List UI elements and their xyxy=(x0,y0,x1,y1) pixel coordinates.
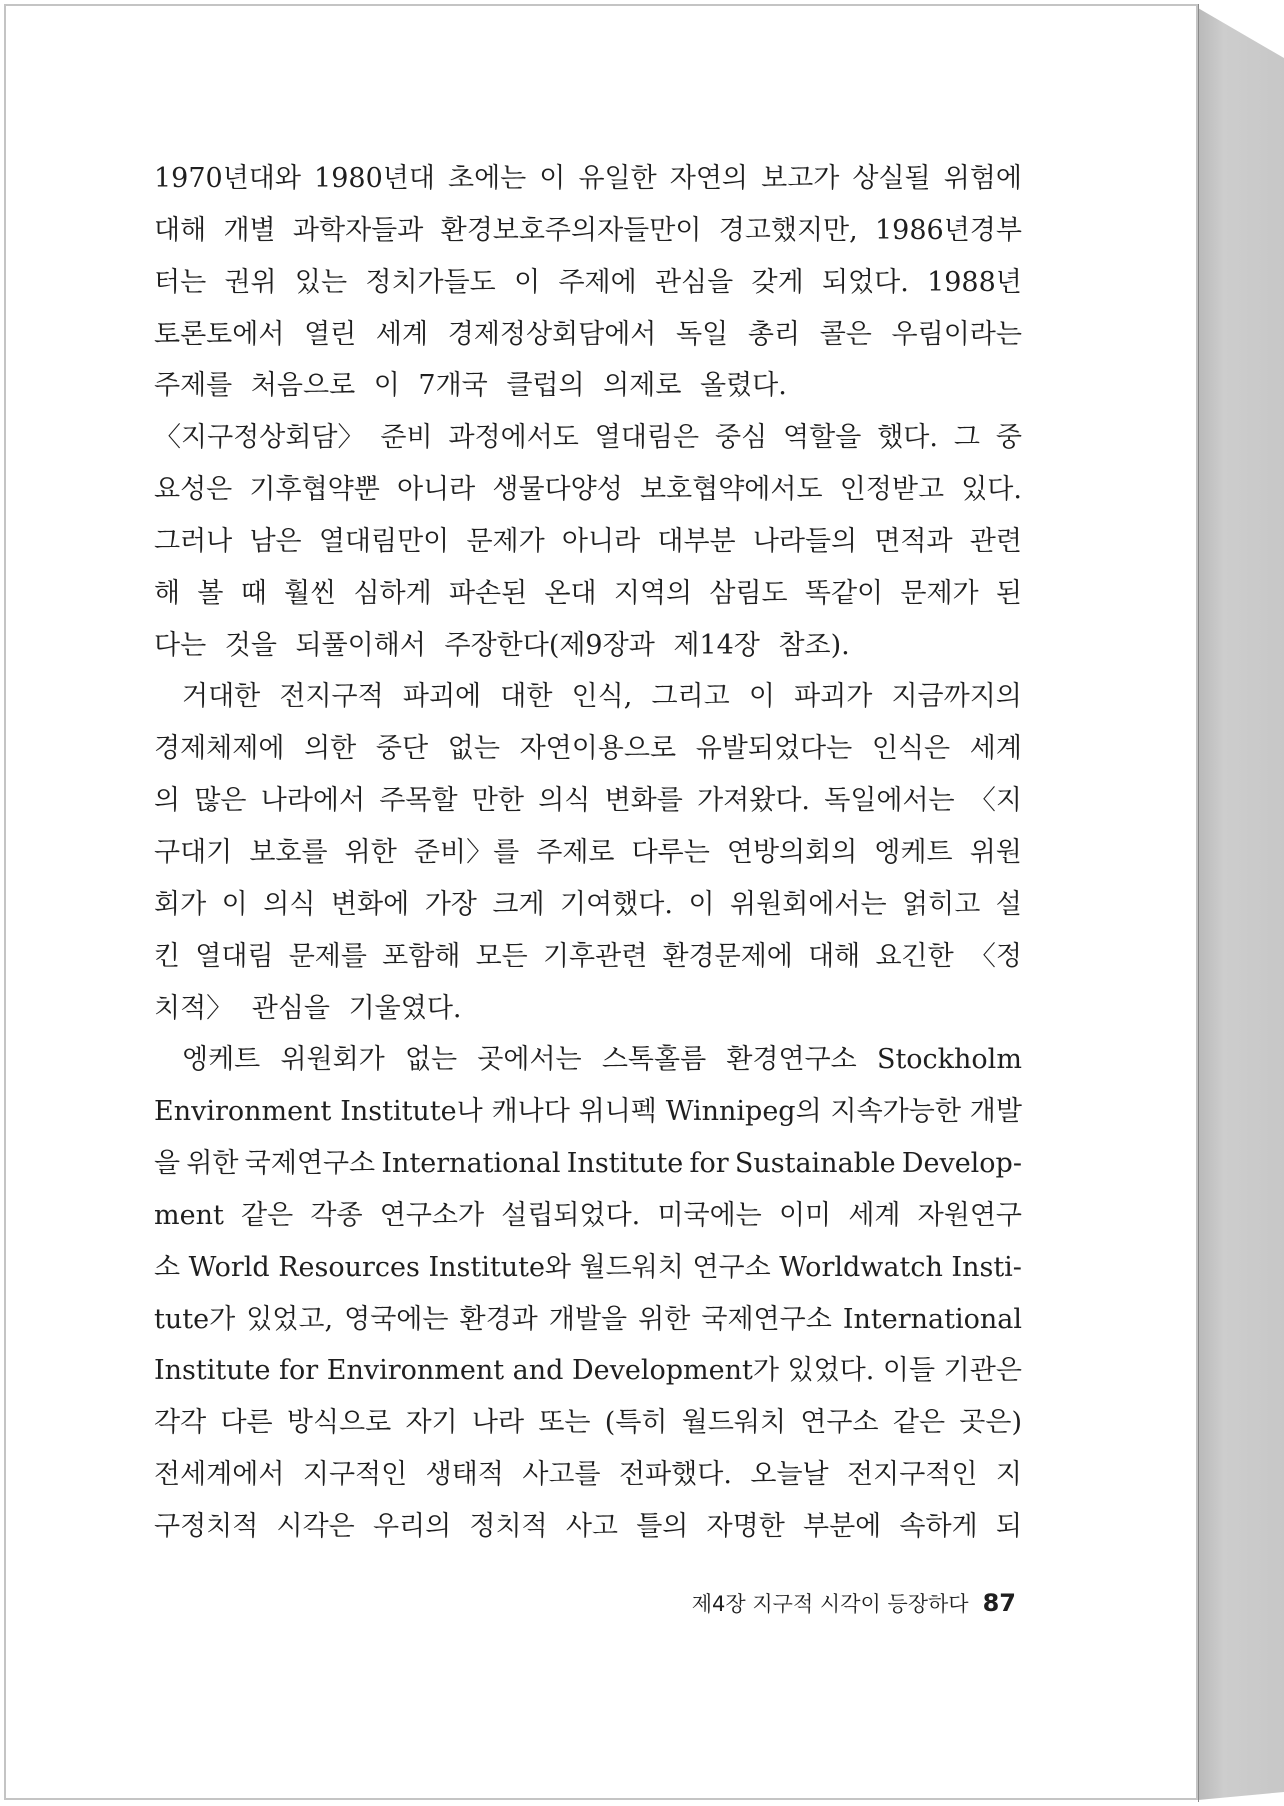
text-line xyxy=(154,671,1022,723)
word: Winnipeg의 xyxy=(665,1096,822,1128)
text-line xyxy=(154,412,1022,464)
text-line xyxy=(154,1138,1022,1190)
word: 보호를 xyxy=(249,836,328,868)
word: 된 xyxy=(995,577,1022,609)
word: 중단 xyxy=(375,733,429,765)
text-line xyxy=(154,205,1022,257)
word: 남은 xyxy=(249,525,302,557)
word: 세계 xyxy=(969,733,1022,765)
word: 유발되었다는 xyxy=(695,733,853,765)
word: 총리 xyxy=(747,318,801,350)
word: 했다. xyxy=(877,422,938,454)
word: 없는 xyxy=(404,1044,458,1076)
word: 오늘날 xyxy=(750,1459,829,1491)
paragraph-3 xyxy=(154,671,1022,1034)
text-line xyxy=(154,1397,1022,1449)
text-line xyxy=(154,1034,1022,1086)
word: 〈정 xyxy=(968,940,1022,972)
word: 엥케트 xyxy=(182,1044,261,1076)
text-line xyxy=(154,1449,1022,1501)
word: 요긴한 xyxy=(875,940,954,972)
word: 같은 xyxy=(241,1199,294,1231)
word: 위니펙 xyxy=(578,1096,657,1128)
word: 다루는 xyxy=(631,836,710,868)
word: 지금까지의 xyxy=(891,681,1022,713)
page-edge-divider xyxy=(1198,4,1199,1802)
word: 그러나 xyxy=(154,525,233,557)
page-number: 87 xyxy=(982,1589,1016,1617)
word: 생태적 xyxy=(425,1459,504,1491)
body-text xyxy=(154,153,1022,1553)
word: 전지구적 xyxy=(279,681,384,713)
word: 없는 xyxy=(447,733,500,765)
word: 볼 xyxy=(197,577,224,609)
text-line: 주제를 처음으로 이 7개국 클럽의 의제로 올렸다. xyxy=(154,370,787,402)
text-line xyxy=(154,723,1022,775)
word: 이 xyxy=(221,888,248,920)
word: 월드워치 xyxy=(681,1407,787,1439)
word: Institute와 xyxy=(428,1251,571,1283)
paragraph-1 xyxy=(154,153,1022,412)
word: 갖게 xyxy=(751,266,804,298)
word: 관련 xyxy=(969,525,1022,557)
word: 그리고 xyxy=(651,681,730,713)
word: 기후협약뿐 xyxy=(249,474,380,506)
word: 국제연구소 xyxy=(701,1303,832,1335)
word: 1988년 xyxy=(927,266,1022,298)
word: 개발을 xyxy=(548,1303,628,1335)
word: 위한 xyxy=(186,1148,239,1180)
word: 열대림만이 xyxy=(318,525,450,557)
word: 아니라 xyxy=(396,474,476,506)
word: 각종 xyxy=(310,1199,363,1231)
word: 되 xyxy=(995,1510,1022,1542)
word: 상실될 xyxy=(852,163,931,194)
word: 사고 xyxy=(565,1510,618,1542)
word: 생물다양성 xyxy=(492,474,623,506)
word: 경제체제에 xyxy=(154,733,285,765)
word: 틀의 xyxy=(636,1510,689,1542)
word: 온대 xyxy=(544,577,597,609)
word: 환경문제에 xyxy=(662,940,793,972)
word: 1980년대 xyxy=(314,163,435,194)
word: 나라 xyxy=(471,1407,525,1439)
word: 의식 xyxy=(538,785,591,817)
word: 면적과 xyxy=(874,525,953,557)
word: 자연이용으로 xyxy=(519,733,677,765)
word: Worldwatch xyxy=(779,1251,943,1283)
word: 역할을 xyxy=(783,422,862,454)
word: 열대림은 xyxy=(594,422,700,454)
text-line: 치적〉 관심을 기울였다. xyxy=(154,992,462,1024)
word: 인식은 xyxy=(871,733,951,765)
word: 곳은) xyxy=(959,1407,1022,1439)
word: 문제가 xyxy=(900,577,979,609)
word: 포함해 xyxy=(382,940,461,972)
word: 연구소 xyxy=(692,1251,771,1283)
word: Institute나 xyxy=(340,1096,483,1128)
text-line xyxy=(154,879,1022,931)
word: 파손된 xyxy=(448,577,528,609)
word: 대부분 xyxy=(657,525,736,557)
word: 위험에 xyxy=(943,163,1022,194)
word: 위원회에서는 xyxy=(730,888,887,920)
text-line xyxy=(154,257,1022,309)
word: 문제가 xyxy=(466,525,545,557)
word: Environment xyxy=(154,1096,332,1128)
word: 〈지구정상회담〉 xyxy=(154,422,365,454)
word: 되었다. xyxy=(821,266,909,298)
word: 가장 xyxy=(424,888,477,920)
word: 엥케트 xyxy=(874,836,953,868)
text-line xyxy=(154,1190,1022,1242)
word: 개별 xyxy=(223,214,276,246)
word: 변화에 xyxy=(330,888,410,920)
word: 많은 xyxy=(194,785,247,817)
word: 준비 xyxy=(380,422,433,454)
word: Insti- xyxy=(951,1251,1022,1283)
word: 삼림도 xyxy=(709,577,788,609)
word: 있다. xyxy=(961,474,1022,506)
word: Develop- xyxy=(901,1148,1022,1180)
word: 주제에 xyxy=(558,266,637,298)
word: 나라에서 xyxy=(260,785,366,817)
word: 자원연구 xyxy=(917,1199,1022,1231)
word: 전세계에서 xyxy=(154,1459,285,1491)
word: 1970년대와 xyxy=(154,163,301,194)
word: 설 xyxy=(995,888,1022,920)
word: 연구소 xyxy=(800,1407,879,1439)
word: 훨씬 xyxy=(284,577,337,609)
word: 콜은 xyxy=(819,318,872,350)
word: 킨 xyxy=(154,940,181,972)
word: 토론토에서 xyxy=(154,318,285,350)
word: 보호협약에서도 xyxy=(639,474,823,506)
word: 대해 xyxy=(808,940,861,972)
text-line: 다는 것을 되풀이해서 주장한다(제9장과 제14장 참조). xyxy=(154,629,850,661)
word: 지속가능한 xyxy=(830,1096,961,1128)
word: 모든 xyxy=(475,940,528,972)
word: 독일에서는 xyxy=(824,785,955,817)
word: 파괴에 xyxy=(402,681,482,713)
word: 열대림 xyxy=(195,940,274,972)
word: 전지구적인 xyxy=(847,1459,978,1491)
text-line xyxy=(154,464,1022,516)
word: 초에는 xyxy=(447,163,527,194)
word: Stockholm xyxy=(876,1044,1022,1076)
word: 대한 xyxy=(500,681,553,713)
word: ment xyxy=(154,1199,224,1231)
word: 월드워치 xyxy=(579,1251,684,1283)
word: 의한 xyxy=(304,733,357,765)
text-line xyxy=(154,827,1022,879)
word: 지구적인 xyxy=(302,1459,408,1491)
word: for xyxy=(279,1355,319,1387)
word: 소 xyxy=(154,1251,181,1283)
word: Development가 xyxy=(572,1355,779,1387)
word: 얽히고 xyxy=(902,888,981,920)
word: 자연의 xyxy=(669,163,749,194)
word: 우림이라는 xyxy=(891,318,1022,350)
text-line xyxy=(154,153,1022,205)
word: International xyxy=(381,1148,561,1180)
word: 만한 xyxy=(471,785,524,817)
word: 과학자들과 xyxy=(292,214,424,246)
word: 환경보호주의자들만이 xyxy=(440,214,702,246)
word: 아니라 xyxy=(561,525,641,557)
word: 있었고, xyxy=(246,1303,334,1335)
text-line xyxy=(154,1501,1022,1553)
word: 세계 xyxy=(375,318,429,350)
word: 똑같이 xyxy=(804,577,884,609)
running-head-chapter-title: 제4장 지구적 시각이 등장하다 xyxy=(691,1592,969,1616)
text-line xyxy=(154,1086,1022,1138)
word: 거대한 xyxy=(182,681,261,713)
word: 인정받고 xyxy=(839,474,945,506)
word: 의 xyxy=(154,785,181,817)
word: 연구소가 xyxy=(379,1199,485,1231)
word: 이 xyxy=(748,681,775,713)
word: 위한 xyxy=(638,1303,691,1335)
word: 기여했다. xyxy=(560,888,673,920)
text-line xyxy=(154,516,1022,568)
word: 해 xyxy=(154,577,181,609)
word: 과정에서도 xyxy=(448,422,579,454)
word: 주제로 xyxy=(536,836,615,868)
word: Environment xyxy=(326,1355,505,1387)
word: 이미 xyxy=(778,1199,832,1231)
word: 국제연구소 xyxy=(244,1148,376,1180)
word: 경고했지만, xyxy=(718,214,858,246)
text-line xyxy=(154,1345,1022,1397)
word: 경제정상회담에서 xyxy=(447,318,657,350)
word: 구정치적 xyxy=(154,1510,259,1542)
word: 심하게 xyxy=(353,577,432,609)
word: 다른 xyxy=(220,1407,273,1439)
word: 회가 xyxy=(154,888,207,920)
word: 캐나다 xyxy=(491,1096,570,1128)
word: 터는 xyxy=(154,266,207,298)
word: 변화를 xyxy=(604,785,683,817)
word: International xyxy=(842,1303,1022,1335)
word: 사고를 xyxy=(522,1459,601,1491)
word: 환경연구소 xyxy=(726,1044,857,1076)
word: 세계 xyxy=(848,1199,901,1231)
word: 자기 xyxy=(405,1407,458,1439)
word: 보고가 xyxy=(761,163,840,194)
word: 이 xyxy=(514,266,541,298)
word: Institute xyxy=(566,1148,684,1180)
word: Institute xyxy=(154,1355,271,1387)
word: 준비〉를 xyxy=(413,836,520,868)
word: Resources xyxy=(278,1251,420,1283)
word: 개발 xyxy=(969,1096,1022,1128)
word: 기후관련 xyxy=(542,940,648,972)
word: 부분에 xyxy=(802,1510,882,1542)
text-line xyxy=(154,1294,1022,1346)
word: 정치적 xyxy=(469,1510,548,1542)
word: 권위 xyxy=(224,266,277,298)
word: 방식으로 xyxy=(286,1407,392,1439)
word: (특히 xyxy=(604,1407,668,1439)
word: 시각은 xyxy=(276,1510,355,1542)
word: 중 xyxy=(995,422,1022,454)
word: Sustainable xyxy=(734,1148,896,1180)
word: 스톡홀름 xyxy=(601,1044,707,1076)
word: 인식, xyxy=(571,681,633,713)
word: 문제를 xyxy=(288,940,367,972)
word: 기관은 xyxy=(943,1355,1022,1387)
word: 독일 xyxy=(676,318,729,350)
word: 지역의 xyxy=(613,577,693,609)
word: 우리의 xyxy=(372,1510,452,1542)
word: 주목할 xyxy=(379,785,458,817)
word: 열린 xyxy=(304,318,357,350)
word: 1986년경부 xyxy=(875,214,1022,246)
word: 있는 xyxy=(294,266,348,298)
word: 크게 xyxy=(492,888,545,920)
page-footer xyxy=(0,1588,1016,1618)
word: 영국에는 xyxy=(344,1303,449,1335)
word: 위원 xyxy=(969,836,1022,868)
word: 〈지 xyxy=(968,785,1022,817)
word: 때 xyxy=(240,577,267,609)
word: 을 xyxy=(154,1148,181,1180)
word: 전파했다. xyxy=(619,1459,732,1491)
word: 정치가들도 xyxy=(365,266,496,298)
word: 자명한 xyxy=(706,1510,785,1542)
word: 연방의회의 xyxy=(726,836,858,868)
word: 지 xyxy=(995,1459,1022,1491)
word: 또는 xyxy=(538,1407,591,1439)
word: 미국에는 xyxy=(657,1199,762,1231)
text-line xyxy=(154,1242,1022,1294)
paragraph-4 xyxy=(154,1034,1022,1552)
word: 구대기 xyxy=(154,836,233,868)
word: 가져왔다. xyxy=(697,785,810,817)
word: 유일한 xyxy=(578,163,657,194)
word: World xyxy=(188,1251,270,1283)
word: 위원회가 xyxy=(280,1044,385,1076)
word: 나라들의 xyxy=(752,525,858,557)
word: tute가 xyxy=(154,1303,236,1335)
word: 속하게 xyxy=(899,1510,978,1542)
word: 이 xyxy=(539,163,566,194)
text-line xyxy=(154,775,1022,827)
word: 같은 xyxy=(892,1407,946,1439)
word: 중심 xyxy=(714,422,768,454)
word: and xyxy=(512,1355,564,1387)
word: 관심을 xyxy=(654,266,734,298)
word: 있었다. xyxy=(787,1355,875,1387)
word: 파괴가 xyxy=(794,681,873,713)
paragraph-2 xyxy=(154,412,1022,671)
text-line xyxy=(154,309,1022,361)
text-line xyxy=(154,931,1022,983)
word: 위한 xyxy=(344,836,397,868)
page-stack-edge xyxy=(1198,0,1284,1806)
word: 대해 xyxy=(154,214,207,246)
word: for xyxy=(689,1148,729,1180)
word: 의식 xyxy=(263,888,316,920)
word: 그 xyxy=(953,422,980,454)
word: 이 xyxy=(688,888,715,920)
word: 설립되었다. xyxy=(501,1199,641,1231)
text-line xyxy=(154,568,1022,620)
word: 각각 xyxy=(154,1407,207,1439)
word: 요성은 xyxy=(154,474,233,506)
word: 곳에서는 xyxy=(477,1044,582,1076)
word: 이들 xyxy=(882,1355,936,1387)
word: 환경과 xyxy=(459,1303,538,1335)
